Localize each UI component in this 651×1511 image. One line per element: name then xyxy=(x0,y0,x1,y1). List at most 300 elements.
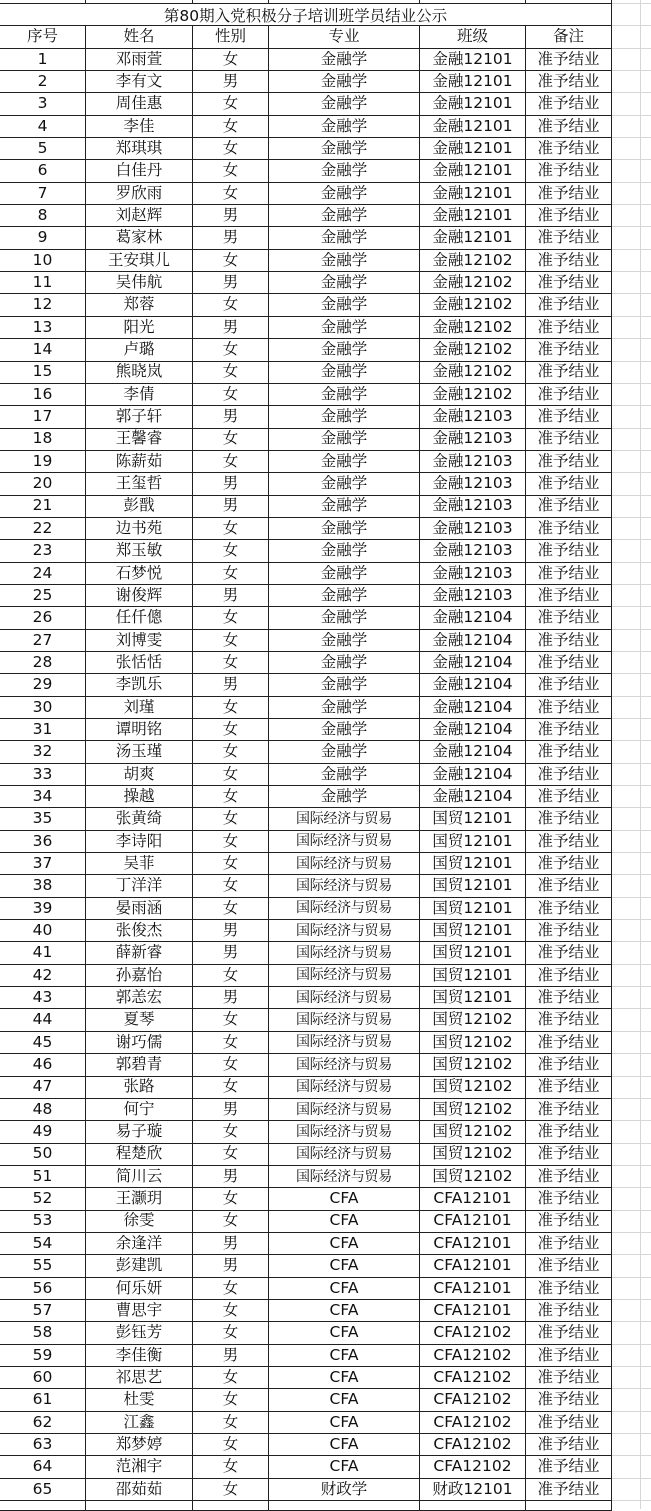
cell-gender[interactable]: 女 xyxy=(193,898,269,920)
empty-grid-cell[interactable] xyxy=(612,71,651,93)
cell-remark[interactable]: 准予结业 xyxy=(526,317,612,339)
cell-gender[interactable]: 女 xyxy=(193,518,269,540)
header-cell-name[interactable]: 姓名 xyxy=(86,26,193,48)
cell-index[interactable]: 14 xyxy=(0,339,86,361)
cell-index[interactable]: 22 xyxy=(0,518,86,540)
cell-remark[interactable]: 准予结业 xyxy=(526,496,612,518)
cell-major[interactable]: 国际经济与贸易 xyxy=(269,920,420,942)
cell-gender[interactable]: 女 xyxy=(193,1144,269,1166)
empty-grid-cell[interactable] xyxy=(612,160,651,182)
cell-name[interactable]: 葛家林 xyxy=(86,227,193,249)
cell-name[interactable]: 李倩 xyxy=(86,384,193,406)
cell-remark[interactable]: 准予结业 xyxy=(526,585,612,607)
cell-class[interactable]: CFA12102 xyxy=(420,1412,526,1434)
cell-index[interactable]: 30 xyxy=(0,697,86,719)
cell-name[interactable]: 谢巧儒 xyxy=(86,1032,193,1054)
cell-class[interactable]: 金融12104 xyxy=(420,674,526,696)
cell-index[interactable]: 25 xyxy=(0,585,86,607)
empty-grid-cell[interactable] xyxy=(612,272,651,294)
cell-remark[interactable]: 准予结业 xyxy=(526,138,612,160)
cell-class[interactable]: CFA12101 xyxy=(420,1300,526,1322)
cell-gender[interactable]: 女 xyxy=(193,607,269,629)
cell-name[interactable]: 操越 xyxy=(86,786,193,808)
cell-major[interactable]: 金融学 xyxy=(269,116,420,138)
cell-name[interactable]: 曹思宇 xyxy=(86,1300,193,1322)
cell-class[interactable]: 金融12104 xyxy=(420,741,526,763)
cell-index[interactable]: 6 xyxy=(0,160,86,182)
cell-index[interactable]: 17 xyxy=(0,406,86,428)
empty-grid-cell[interactable] xyxy=(612,473,651,495)
cell-remark[interactable]: 准予结业 xyxy=(526,1479,612,1501)
cell-index[interactable]: 8 xyxy=(0,205,86,227)
empty-grid-cell[interactable] xyxy=(612,697,651,719)
cell-index[interactable]: 5 xyxy=(0,138,86,160)
cell-class[interactable]: 金融12104 xyxy=(420,719,526,741)
cell-gender[interactable]: 女 xyxy=(193,1211,269,1233)
cell-gender[interactable]: 女 xyxy=(193,250,269,272)
cell-index[interactable]: 13 xyxy=(0,317,86,339)
cell-major[interactable]: 金融学 xyxy=(269,630,420,652)
cell-index[interactable]: 15 xyxy=(0,362,86,384)
cell-gender[interactable]: 女 xyxy=(193,339,269,361)
cell-index[interactable]: 35 xyxy=(0,808,86,830)
cell-gender[interactable]: 女 xyxy=(193,451,269,473)
cell-remark[interactable]: 准予结业 xyxy=(526,540,612,562)
cell-gender[interactable]: 女 xyxy=(193,138,269,160)
cell-name[interactable]: 王安琪儿 xyxy=(86,250,193,272)
empty-grid-cell[interactable] xyxy=(612,116,651,138)
empty-grid-cell[interactable] xyxy=(612,920,651,942)
cell-index[interactable]: 63 xyxy=(0,1434,86,1456)
cell-class[interactable]: 金融12101 xyxy=(420,49,526,71)
cell-gender[interactable]: 男 xyxy=(193,205,269,227)
cell-major[interactable]: CFA xyxy=(269,1255,420,1277)
cell-major[interactable]: 金融学 xyxy=(269,362,420,384)
cell-name[interactable]: 彭建凯 xyxy=(86,1255,193,1277)
cell-major[interactable]: CFA xyxy=(269,1412,420,1434)
cell-remark[interactable]: 准予结业 xyxy=(526,607,612,629)
empty-grid-cell[interactable] xyxy=(612,4,651,26)
cell-major[interactable]: 国际经济与贸易 xyxy=(269,808,420,830)
empty-grid-cell[interactable] xyxy=(612,1211,651,1233)
empty-grid-cell[interactable] xyxy=(612,965,651,987)
cell-gender[interactable]: 男 xyxy=(193,674,269,696)
cell-gender[interactable]: 女 xyxy=(193,1032,269,1054)
empty-grid-cell[interactable] xyxy=(612,1389,651,1411)
empty-grid-cell[interactable] xyxy=(612,138,651,160)
cell-index[interactable]: 21 xyxy=(0,496,86,518)
cell-class[interactable]: 金融12103 xyxy=(420,496,526,518)
cell-major[interactable]: 金融学 xyxy=(269,764,420,786)
cell-name[interactable]: 徐雯 xyxy=(86,1211,193,1233)
cell-remark[interactable]: 准予结业 xyxy=(526,473,612,495)
cell-gender[interactable]: 女 xyxy=(193,1389,269,1411)
cell-remark[interactable]: 准予结业 xyxy=(526,1166,612,1188)
cell-name[interactable]: 陈薪茹 xyxy=(86,451,193,473)
cell-name[interactable]: 郑梦婷 xyxy=(86,1434,193,1456)
cell-remark[interactable]: 准予结业 xyxy=(526,697,612,719)
cell-name[interactable]: 江鑫 xyxy=(86,1412,193,1434)
empty-grid-cell[interactable] xyxy=(612,987,651,1009)
empty-grid-cell[interactable] xyxy=(612,93,651,115)
cell-remark[interactable]: 准予结业 xyxy=(526,1434,612,1456)
cell-major[interactable]: 国际经济与贸易 xyxy=(269,1144,420,1166)
empty-grid-cell[interactable] xyxy=(612,362,651,384)
cell-remark[interactable]: 准予结业 xyxy=(526,1456,612,1478)
cell-major[interactable]: 财政学 xyxy=(269,1479,420,1501)
empty-grid-cell[interactable] xyxy=(612,496,651,518)
empty-grid-cell[interactable] xyxy=(612,942,651,964)
cell-class[interactable]: 国贸12101 xyxy=(420,898,526,920)
empty-grid-cell[interactable] xyxy=(612,1144,651,1166)
cell[interactable] xyxy=(269,1501,420,1511)
cell-index[interactable]: 16 xyxy=(0,384,86,406)
cell-class[interactable]: 金融12103 xyxy=(420,406,526,428)
cell-class[interactable]: 金融12101 xyxy=(420,93,526,115)
cell-name[interactable]: 祁思艺 xyxy=(86,1367,193,1389)
cell-class[interactable]: CFA12102 xyxy=(420,1322,526,1344)
cell-major[interactable]: 金融学 xyxy=(269,294,420,316)
cell-index[interactable]: 64 xyxy=(0,1456,86,1478)
cell-major[interactable]: 国际经济与贸易 xyxy=(269,1077,420,1099)
cell-major[interactable]: CFA xyxy=(269,1367,420,1389)
cell-major[interactable]: 金融学 xyxy=(269,339,420,361)
cell-name[interactable]: 郭碧青 xyxy=(86,1054,193,1076)
empty-grid-cell[interactable] xyxy=(612,518,651,540)
cell-major[interactable]: 金融学 xyxy=(269,741,420,763)
cell-index[interactable]: 1 xyxy=(0,49,86,71)
cell-name[interactable]: 吴伟航 xyxy=(86,272,193,294)
cell-index[interactable]: 51 xyxy=(0,1166,86,1188)
cell-name[interactable]: 周佳惠 xyxy=(86,93,193,115)
cell-name[interactable]: 张路 xyxy=(86,1077,193,1099)
cell-major[interactable]: 金融学 xyxy=(269,540,420,562)
empty-grid-cell[interactable] xyxy=(612,1077,651,1099)
cell-remark[interactable]: 准予结业 xyxy=(526,920,612,942)
cell-class[interactable]: 金融12101 xyxy=(420,183,526,205)
cell-remark[interactable]: 准予结业 xyxy=(526,1144,612,1166)
cell-class[interactable]: 金融12104 xyxy=(420,630,526,652)
cell-major[interactable]: CFA xyxy=(269,1188,420,1210)
header-cell-remark[interactable]: 备注 xyxy=(526,26,612,48)
cell-remark[interactable]: 准予结业 xyxy=(526,786,612,808)
cell-class[interactable]: 金融12102 xyxy=(420,339,526,361)
empty-grid-cell[interactable] xyxy=(612,786,651,808)
cell-class[interactable]: 金融12103 xyxy=(420,585,526,607)
cell-class[interactable]: CFA12102 xyxy=(420,1367,526,1389)
cell-major[interactable]: CFA xyxy=(269,1456,420,1478)
cell-major[interactable]: 金融学 xyxy=(269,138,420,160)
cell-gender[interactable]: 女 xyxy=(193,1009,269,1031)
cell-remark[interactable]: 准予结业 xyxy=(526,1188,612,1210)
cell-class[interactable]: 国贸12101 xyxy=(420,920,526,942)
cell-index[interactable]: 23 xyxy=(0,540,86,562)
cell-index[interactable]: 19 xyxy=(0,451,86,473)
cell[interactable] xyxy=(0,1501,86,1511)
empty-grid-cell[interactable] xyxy=(612,250,651,272)
cell-major[interactable]: 金融学 xyxy=(269,272,420,294)
cell-gender[interactable]: 男 xyxy=(193,1233,269,1255)
empty-grid-cell[interactable] xyxy=(612,1255,651,1277)
cell-remark[interactable]: 准予结业 xyxy=(526,93,612,115)
empty-grid-cell[interactable] xyxy=(612,808,651,830)
cell-name[interactable]: 边书苑 xyxy=(86,518,193,540)
cell-index[interactable]: 59 xyxy=(0,1345,86,1367)
cell-class[interactable]: CFA12102 xyxy=(420,1456,526,1478)
cell-name[interactable]: 郑琪琪 xyxy=(86,138,193,160)
cell-index[interactable]: 37 xyxy=(0,853,86,875)
cell-remark[interactable]: 准予结业 xyxy=(526,1255,612,1277)
cell-gender[interactable]: 男 xyxy=(193,1345,269,1367)
cell-gender[interactable]: 女 xyxy=(193,1188,269,1210)
cell-class[interactable]: 国贸12102 xyxy=(420,1077,526,1099)
cell-remark[interactable]: 准予结业 xyxy=(526,205,612,227)
cell-gender[interactable]: 女 xyxy=(193,183,269,205)
cell-gender[interactable]: 女 xyxy=(193,116,269,138)
cell-class[interactable]: 金融12104 xyxy=(420,697,526,719)
cell-remark[interactable]: 准予结业 xyxy=(526,1278,612,1300)
cell-name[interactable]: 何乐妍 xyxy=(86,1278,193,1300)
empty-grid-cell[interactable] xyxy=(612,719,651,741)
cell[interactable] xyxy=(86,1501,193,1511)
cell-major[interactable]: 金融学 xyxy=(269,473,420,495)
empty-grid-cell[interactable] xyxy=(612,630,651,652)
cell-remark[interactable]: 准予结业 xyxy=(526,362,612,384)
cell-major[interactable]: 金融学 xyxy=(269,518,420,540)
cell-remark[interactable]: 准予结业 xyxy=(526,674,612,696)
cell-major[interactable]: 国际经济与贸易 xyxy=(269,1121,420,1143)
cell-remark[interactable]: 准予结业 xyxy=(526,250,612,272)
cell-gender[interactable]: 女 xyxy=(193,719,269,741)
empty-grid-cell[interactable] xyxy=(612,1412,651,1434)
cell-index[interactable]: 24 xyxy=(0,563,86,585)
cell-index[interactable]: 62 xyxy=(0,1412,86,1434)
cell-gender[interactable]: 男 xyxy=(193,942,269,964)
empty-grid-cell[interactable] xyxy=(612,317,651,339)
cell-index[interactable]: 3 xyxy=(0,93,86,115)
cell-index[interactable]: 53 xyxy=(0,1211,86,1233)
cell-gender[interactable]: 男 xyxy=(193,406,269,428)
cell-class[interactable]: CFA12102 xyxy=(420,1389,526,1411)
cell-gender[interactable]: 女 xyxy=(193,1121,269,1143)
cell-index[interactable]: 57 xyxy=(0,1300,86,1322)
cell-major[interactable]: 金融学 xyxy=(269,406,420,428)
cell-class[interactable]: 金融12104 xyxy=(420,764,526,786)
cell-major[interactable]: 金融学 xyxy=(269,205,420,227)
cell-index[interactable]: 65 xyxy=(0,1479,86,1501)
empty-grid-cell[interactable] xyxy=(612,451,651,473)
cell-major[interactable]: 国际经济与贸易 xyxy=(269,1009,420,1031)
cell-major[interactable]: CFA xyxy=(269,1389,420,1411)
cell-gender[interactable]: 女 xyxy=(193,93,269,115)
cell-class[interactable]: 金融12101 xyxy=(420,205,526,227)
cell-gender[interactable]: 女 xyxy=(193,1434,269,1456)
cell-name[interactable]: 汤玉瑾 xyxy=(86,741,193,763)
cell-class[interactable]: 国贸12101 xyxy=(420,942,526,964)
empty-grid-cell[interactable] xyxy=(612,26,651,48)
cell-major[interactable]: 金融学 xyxy=(269,49,420,71)
cell-gender[interactable]: 女 xyxy=(193,1278,269,1300)
cell-name[interactable]: 李佳衡 xyxy=(86,1345,193,1367)
cell-major[interactable]: 国际经济与贸易 xyxy=(269,987,420,1009)
cell-class[interactable]: 国贸12101 xyxy=(420,831,526,853)
cell-index[interactable]: 29 xyxy=(0,674,86,696)
cell-remark[interactable]: 准予结业 xyxy=(526,451,612,473)
empty-grid-cell[interactable] xyxy=(612,652,651,674)
cell-major[interactable]: 金融学 xyxy=(269,250,420,272)
cell-class[interactable]: CFA12102 xyxy=(420,1434,526,1456)
cell-gender[interactable]: 男 xyxy=(193,317,269,339)
cell-class[interactable]: 金融12101 xyxy=(420,116,526,138)
cell-major[interactable]: CFA xyxy=(269,1345,420,1367)
cell-class[interactable]: 财政12101 xyxy=(420,1479,526,1501)
cell-index[interactable]: 60 xyxy=(0,1367,86,1389)
cell-gender[interactable]: 女 xyxy=(193,1479,269,1501)
cell-gender[interactable]: 女 xyxy=(193,1300,269,1322)
cell-major[interactable]: 金融学 xyxy=(269,71,420,93)
cell-major[interactable]: CFA xyxy=(269,1211,420,1233)
cell-name[interactable]: 彭戬 xyxy=(86,496,193,518)
cell-remark[interactable]: 准予结业 xyxy=(526,384,612,406)
cell-index[interactable]: 4 xyxy=(0,116,86,138)
cell-index[interactable]: 18 xyxy=(0,429,86,451)
cell-major[interactable]: 金融学 xyxy=(269,585,420,607)
cell-index[interactable]: 2 xyxy=(0,71,86,93)
empty-grid-cell[interactable] xyxy=(612,875,651,897)
cell-major[interactable]: 国际经济与贸易 xyxy=(269,1054,420,1076)
cell-index[interactable]: 49 xyxy=(0,1121,86,1143)
cell-gender[interactable]: 女 xyxy=(193,563,269,585)
cell-major[interactable]: 国际经济与贸易 xyxy=(269,1032,420,1054)
empty-grid-cell[interactable] xyxy=(612,898,651,920)
cell-remark[interactable]: 准予结业 xyxy=(526,630,612,652)
cell-major[interactable]: 金融学 xyxy=(269,160,420,182)
cell-name[interactable]: 白佳丹 xyxy=(86,160,193,182)
cell-class[interactable]: 国贸12102 xyxy=(420,1032,526,1054)
cell-name[interactable]: 范湘宇 xyxy=(86,1456,193,1478)
cell-major[interactable]: 金融学 xyxy=(269,451,420,473)
cell-major[interactable]: 国际经济与贸易 xyxy=(269,1099,420,1121)
cell-remark[interactable]: 准予结业 xyxy=(526,898,612,920)
cell-gender[interactable]: 女 xyxy=(193,1054,269,1076)
cell-remark[interactable]: 准予结业 xyxy=(526,294,612,316)
cell-gender[interactable]: 男 xyxy=(193,496,269,518)
cell-major[interactable]: CFA xyxy=(269,1434,420,1456)
cell-remark[interactable]: 准予结业 xyxy=(526,518,612,540)
cell-remark[interactable]: 准予结业 xyxy=(526,1099,612,1121)
cell-gender[interactable]: 女 xyxy=(193,965,269,987)
cell-gender[interactable]: 男 xyxy=(193,227,269,249)
empty-grid-cell[interactable] xyxy=(612,563,651,585)
cell-class[interactable]: 国贸12101 xyxy=(420,808,526,830)
cell-major[interactable]: 金融学 xyxy=(269,183,420,205)
cell-major[interactable]: 金融学 xyxy=(269,429,420,451)
empty-grid-cell[interactable] xyxy=(612,764,651,786)
cell-gender[interactable]: 女 xyxy=(193,764,269,786)
cell-class[interactable]: 金融12104 xyxy=(420,786,526,808)
empty-grid-cell[interactable] xyxy=(612,1300,651,1322)
cell-gender[interactable]: 男 xyxy=(193,920,269,942)
cell-class[interactable]: 国贸12102 xyxy=(420,1009,526,1031)
cell-name[interactable]: 夏琴 xyxy=(86,1009,193,1031)
cell-gender[interactable]: 女 xyxy=(193,831,269,853)
empty-grid-cell[interactable] xyxy=(612,384,651,406)
cell-major[interactable]: 金融学 xyxy=(269,652,420,674)
cell-remark[interactable]: 准予结业 xyxy=(526,49,612,71)
cell-major[interactable]: 国际经济与贸易 xyxy=(269,942,420,964)
cell-remark[interactable]: 准予结业 xyxy=(526,719,612,741)
cell-index[interactable]: 27 xyxy=(0,630,86,652)
cell-remark[interactable]: 准予结业 xyxy=(526,1345,612,1367)
cell-name[interactable]: 谢俊辉 xyxy=(86,585,193,607)
cell-class[interactable]: 国贸12102 xyxy=(420,1144,526,1166)
header-cell-major[interactable]: 专业 xyxy=(269,26,420,48)
cell-major[interactable]: 国际经济与贸易 xyxy=(269,831,420,853)
empty-grid-cell[interactable] xyxy=(612,205,651,227)
cell-index[interactable]: 26 xyxy=(0,607,86,629)
empty-grid-cell[interactable] xyxy=(612,741,651,763)
cell-remark[interactable]: 准予结业 xyxy=(526,1300,612,1322)
empty-grid-cell[interactable] xyxy=(612,1009,651,1031)
cell-index[interactable]: 34 xyxy=(0,786,86,808)
cell-class[interactable]: 金融12102 xyxy=(420,250,526,272)
cell-major[interactable]: 国际经济与贸易 xyxy=(269,898,420,920)
cell-major[interactable]: 金融学 xyxy=(269,496,420,518)
empty-grid-cell[interactable] xyxy=(612,227,651,249)
cell-name[interactable]: 刘博雯 xyxy=(86,630,193,652)
cell-major[interactable]: 金融学 xyxy=(269,674,420,696)
cell-class[interactable]: 金融12103 xyxy=(420,540,526,562)
cell-name[interactable]: 张黄绮 xyxy=(86,808,193,830)
empty-grid-cell[interactable] xyxy=(612,1188,651,1210)
cell-major[interactable]: 国际经济与贸易 xyxy=(269,1166,420,1188)
empty-grid-cell[interactable] xyxy=(612,49,651,71)
cell-major[interactable]: 金融学 xyxy=(269,786,420,808)
cell-class[interactable]: 国贸12101 xyxy=(420,965,526,987)
cell-remark[interactable]: 准予结业 xyxy=(526,1233,612,1255)
cell-name[interactable]: 刘赵辉 xyxy=(86,205,193,227)
cell-remark[interactable]: 准予结业 xyxy=(526,183,612,205)
cell-class[interactable]: 国贸12102 xyxy=(420,1099,526,1121)
cell-index[interactable]: 50 xyxy=(0,1144,86,1166)
cell-name[interactable]: 任仟傯 xyxy=(86,607,193,629)
cell-remark[interactable]: 准予结业 xyxy=(526,1322,612,1344)
cell-remark[interactable]: 准予结业 xyxy=(526,1009,612,1031)
cell-remark[interactable]: 准予结业 xyxy=(526,1032,612,1054)
cell-class[interactable]: 金融12103 xyxy=(420,563,526,585)
cell-gender[interactable]: 女 xyxy=(193,362,269,384)
cell-name[interactable]: 刘瑾 xyxy=(86,697,193,719)
cell-name[interactable]: 石梦悦 xyxy=(86,563,193,585)
header-cell-gender[interactable]: 性别 xyxy=(193,26,269,48)
empty-grid-cell[interactable] xyxy=(612,674,651,696)
cell-index[interactable]: 43 xyxy=(0,987,86,1009)
cell-remark[interactable]: 准予结业 xyxy=(526,1211,612,1233)
cell-remark[interactable]: 准予结业 xyxy=(526,1412,612,1434)
cell-index[interactable]: 48 xyxy=(0,1099,86,1121)
cell-remark[interactable]: 准予结业 xyxy=(526,1054,612,1076)
header-cell-class[interactable]: 班级 xyxy=(420,26,526,48)
cell-name[interactable]: 程楚欣 xyxy=(86,1144,193,1166)
cell-class[interactable]: 金融12101 xyxy=(420,160,526,182)
cell-gender[interactable]: 女 xyxy=(193,697,269,719)
cell-class[interactable]: 金融12103 xyxy=(420,518,526,540)
cell-class[interactable]: 金融12102 xyxy=(420,317,526,339)
cell[interactable] xyxy=(420,1501,526,1511)
empty-grid-cell[interactable] xyxy=(612,1345,651,1367)
cell-name[interactable]: 薛新睿 xyxy=(86,942,193,964)
cell-gender[interactable]: 女 xyxy=(193,1367,269,1389)
